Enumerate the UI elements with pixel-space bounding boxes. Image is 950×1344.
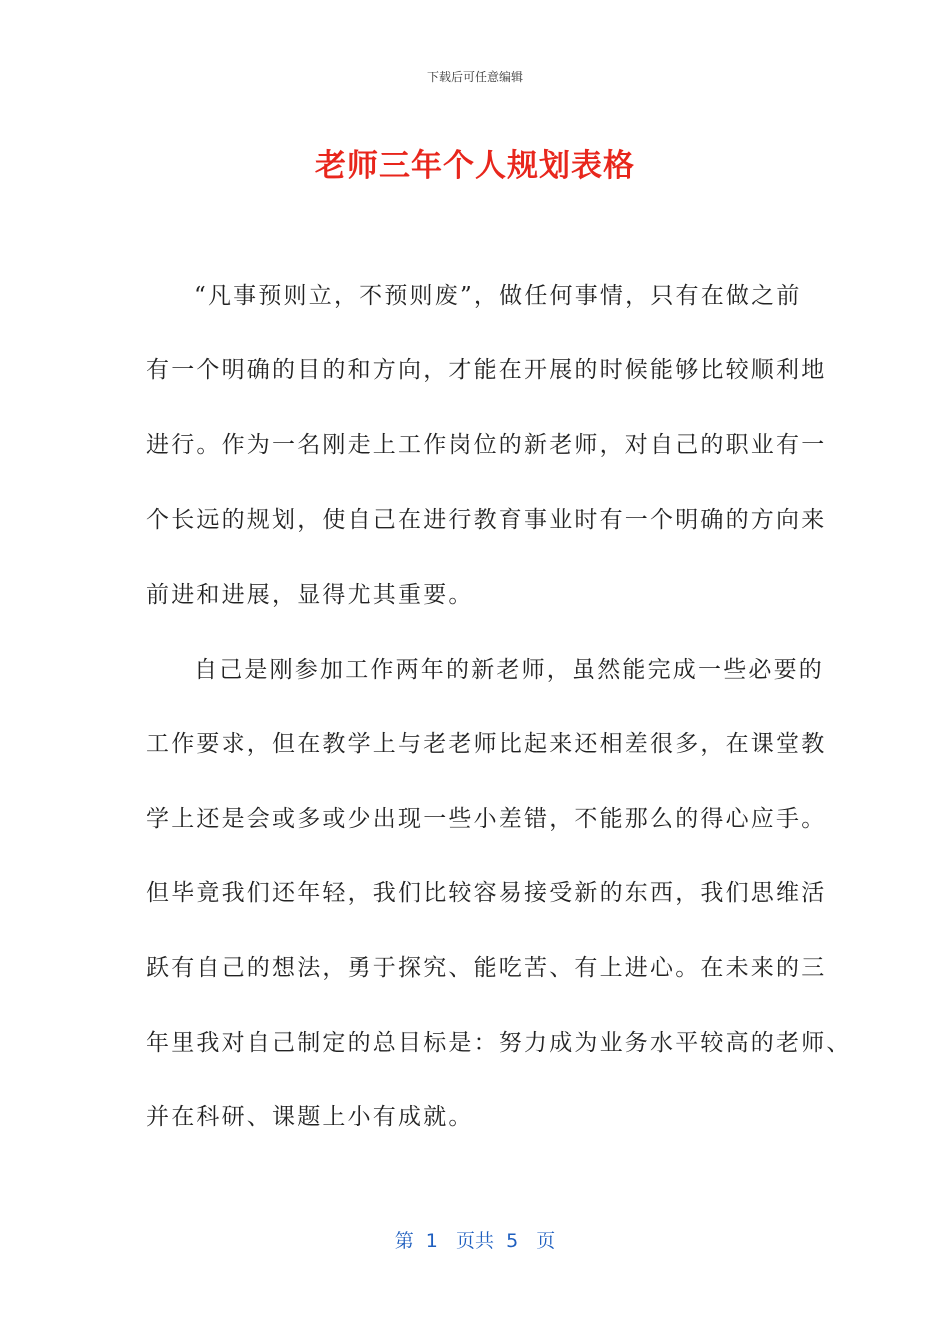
document-title: 老师三年个人规划表格 (315, 148, 635, 184)
page-number-footer: 第 1 页共 5 页 (394, 1230, 556, 1252)
body-line: 但毕竟我们还年轻，我们比较容易接受新的东西，我们思维活 (146, 880, 827, 906)
body-line: 并在科研、课题上小有成就。 (146, 1104, 474, 1130)
body-line: 工作要求，但在教学上与老老师比起来还相差很多，在课堂教 (146, 731, 827, 757)
header-note: 下载后可任意编辑 (426, 70, 523, 84)
body-line: 跃有自己的想法，勇于探究、能吃苦、有上进心。在未来的三 (146, 955, 827, 981)
body-line: 年里我对自己制定的总目标是：努力成为业务水平较高的老师、 (146, 1030, 852, 1056)
body-line: 学上还是会或多或少出现一些小差错，不能那么的得心应手。 (146, 806, 827, 832)
body-line: 前进和进展，显得尤其重要。 (146, 582, 474, 608)
body-line: 进行。作为一名刚走上工作岗位的新老师，对自己的职业有一 (146, 432, 827, 458)
body-line: “凡事预则立，不预则废”，做任何事情，只有在做之前 (194, 283, 802, 309)
body-line: 自己是刚参加工作两年的新老师，虽然能完成一些必要的 (194, 657, 824, 683)
body-line: 个长远的规划，使自己在进行教育事业时有一个明确的方向来 (146, 507, 827, 533)
body-line: 有一个明确的目的和方向，才能在开展的时候能够比较顺利地 (146, 357, 827, 383)
